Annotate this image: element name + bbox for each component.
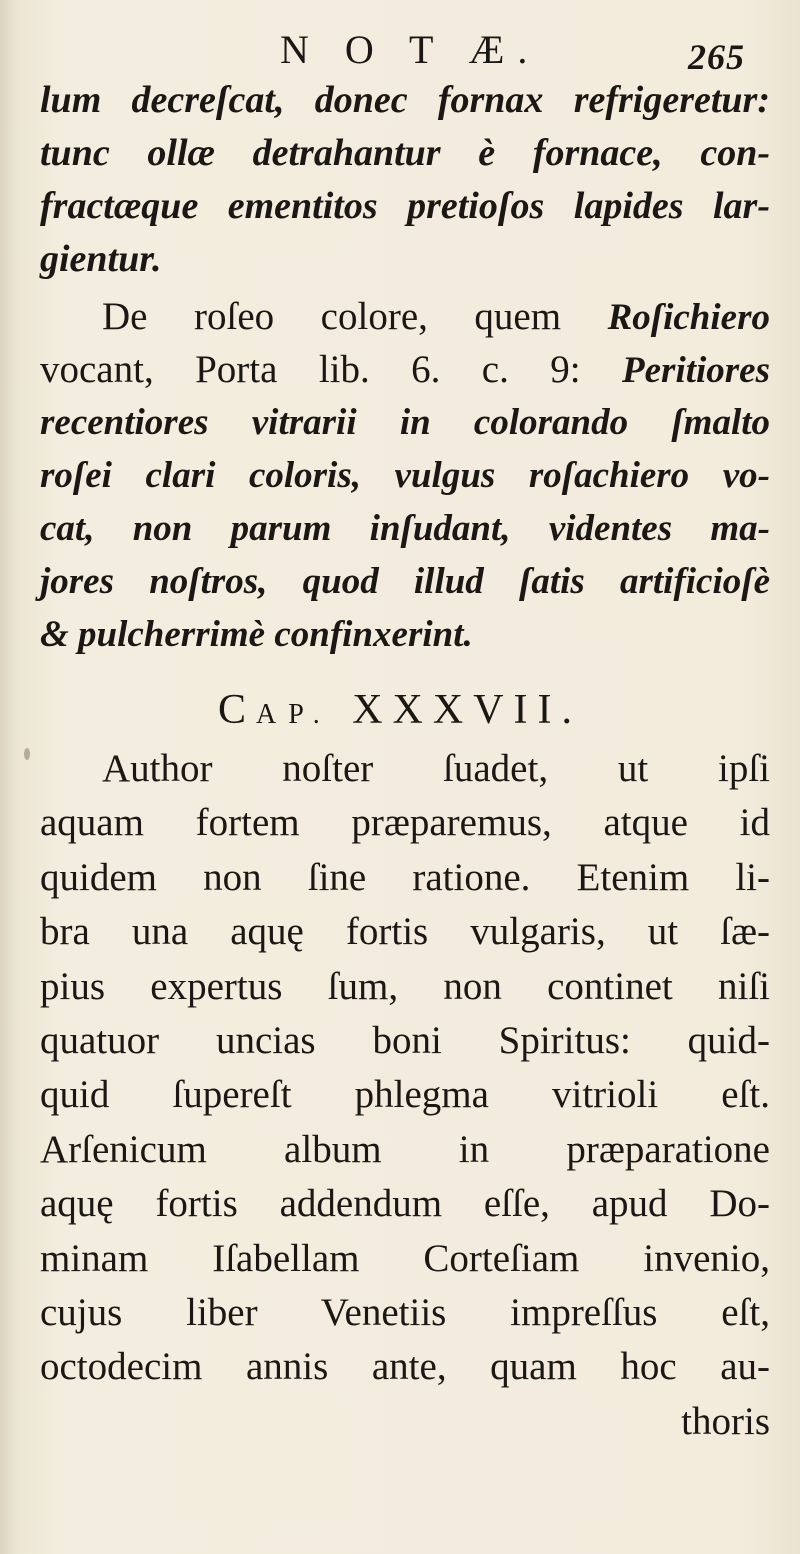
text-line: jores noſtros, quod illud ſatis artificioſè bbox=[40, 561, 770, 602]
text-line bbox=[40, 290, 770, 343]
text-line: aquam fortem præparemus, atque id bbox=[40, 801, 770, 845]
italic-text: Roſichiero bbox=[607, 297, 770, 338]
text-line: fractæque ementitos pretioſos lapides lar- bbox=[40, 185, 770, 227]
text-line: Arſenicum album in præparatione bbox=[40, 1127, 770, 1171]
text-line: minam Iſabellam Corteſiam invenio, bbox=[40, 1236, 770, 1280]
page-number: 265 bbox=[688, 37, 745, 77]
running-head-title: N O T Æ. bbox=[280, 27, 541, 72]
running-head bbox=[0, 18, 800, 78]
text-line: cat, non parum inſudant, videntes ma- bbox=[40, 508, 770, 549]
text-line: bra una aquę fortis vulgaris, ut ſæ- bbox=[40, 910, 770, 954]
text-line: gientur. bbox=[40, 238, 162, 280]
chapter-number: XXXVII. bbox=[352, 687, 582, 733]
text-line: tunc ollæ detrahantur è fornace, con- bbox=[40, 132, 770, 174]
chapter-cap-rest: AP. bbox=[256, 699, 332, 730]
text-line: & pulcherrimè confinxerint. bbox=[40, 614, 473, 655]
paper-speck bbox=[24, 748, 30, 760]
chapter-body bbox=[40, 742, 770, 1449]
catchword: thoris bbox=[681, 1399, 770, 1443]
italic-text: Peritiores bbox=[622, 350, 770, 391]
roman-text: De roſeo colore, quem bbox=[102, 295, 608, 338]
text-line: octodecim annis ante, quam hoc au- bbox=[40, 1345, 770, 1389]
chapter-heading bbox=[0, 686, 800, 734]
text-line: Author noſter ſuadet, ut ipſi bbox=[102, 747, 770, 790]
chapter-cap-first: C bbox=[217, 687, 256, 733]
text-line: quid ſupereſt phlegma vitrioli eſt. bbox=[40, 1073, 770, 1117]
text-line: aquę fortis addendum eſſe, apud Do- bbox=[40, 1182, 770, 1226]
roman-text: vocant, Porta lib. 6. c. 9: bbox=[40, 348, 623, 391]
text-line: roſei clari coloris, vulgus roſachiero vo- bbox=[40, 455, 770, 496]
rose-color-note bbox=[40, 290, 770, 661]
text-line: quatuor uncias boni Spiritus: quid- bbox=[40, 1018, 770, 1062]
text-line: lum decreſcat, donec fornax refrigeretur: bbox=[40, 79, 770, 121]
text-line bbox=[40, 343, 770, 396]
passage-end bbox=[40, 74, 770, 286]
text-line: cujus liber Venetiis impreſſus eſt, bbox=[40, 1290, 770, 1334]
text-line: quidem non ſine ratione. Etenim li- bbox=[40, 855, 770, 899]
text-line: recentiores vitrarii in colorando ſmalto bbox=[40, 402, 770, 443]
text-line: pius expertus ſum, non continet niſi bbox=[40, 964, 770, 1008]
